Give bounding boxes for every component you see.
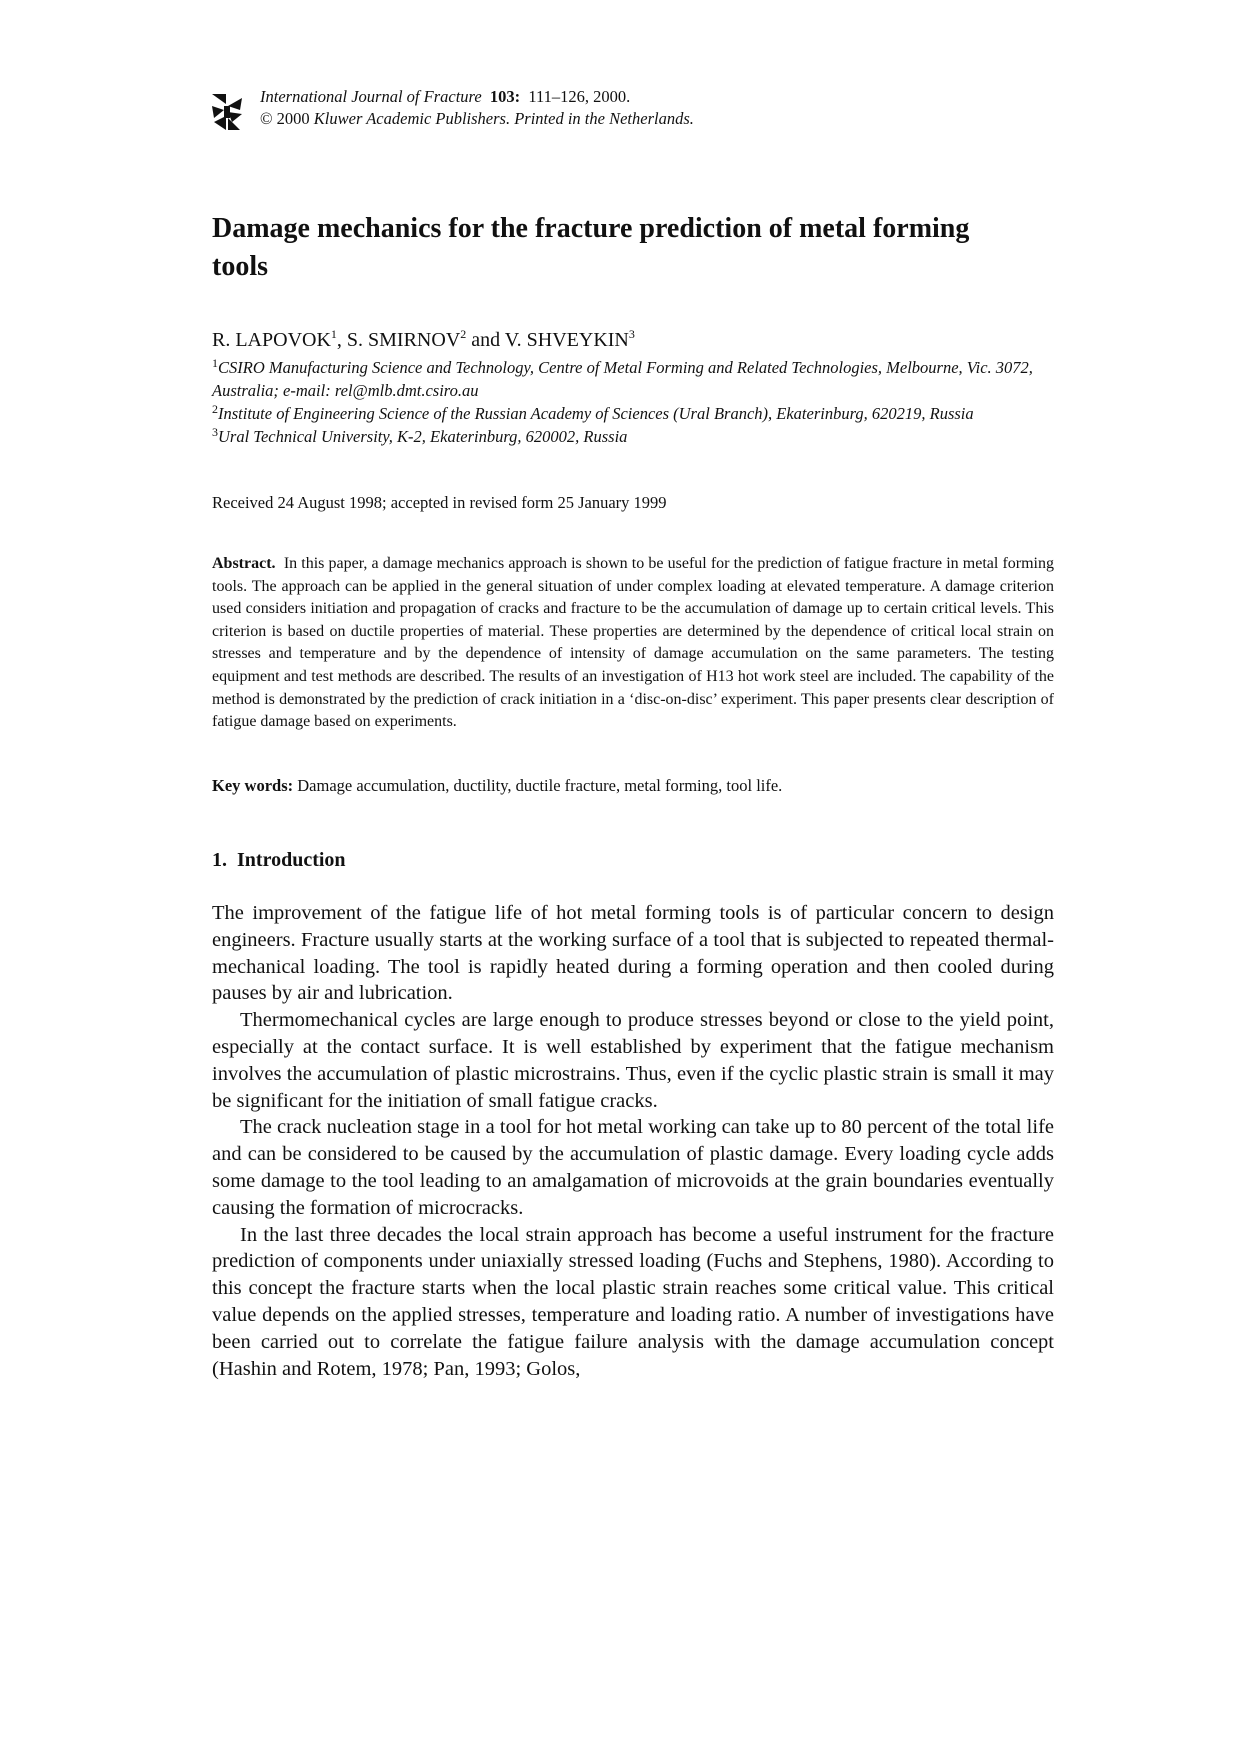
paragraph: Thermomechanical cycles are large enough to produce stresses beyond or close to the yield point, especially at the contact surface. It is well established by experiment that the fatigue mechanism involves the accumulation of plastic microstrains. Thus, even if the cyclic plastic strain is small it may be significant for the initiation of small fatigue cracks. <box>212 1009 1054 1112</box>
keywords <box>212 775 1054 797</box>
journal-pages-year: 111–126, 2000. <box>528 87 631 106</box>
author-name: V. SHVEYKIN <box>504 329 629 351</box>
author-list <box>212 328 635 352</box>
author-name: S. SMIRNOV <box>346 329 461 351</box>
affiliation-mark: 1 <box>212 356 218 370</box>
publisher-name: Kluwer Academic Publishers. Printed in the Netherlands. <box>313 109 694 128</box>
affiliation-text: Ural Technical University, K-2, Ekaterinburg, 620002, Russia <box>218 427 628 446</box>
affiliation-list <box>212 356 1062 448</box>
publisher-logo-icon <box>210 92 244 132</box>
journal-line-1 <box>260 86 694 108</box>
author-separator: and <box>466 329 505 351</box>
section-title: Introduction <box>237 849 346 871</box>
section-number: 1. <box>212 849 227 871</box>
copyright-prefix: © 2000 <box>260 109 314 128</box>
paragraph: The crack nucleation stage in a tool for hot metal working can take up to 80 percent of the total life and can be considered to be caused by the accumulation of plastic damage. Every loading cycle adds some damage to the tool leading to an amalgamation of microvoids at the grain boundaries eventually causing the formation of microcracks. <box>212 1116 1054 1219</box>
paper-title: Damage mechanics for the fracture prediction of metal forming tools <box>212 213 970 282</box>
paragraph: The improvement of the fatigue life of hot metal forming tools is of particular concern to design engineers. Fracture usually starts at the working surface of a tool that is subjected to repeated thermal-mechanical loading. The tool is rapidly heated during a forming operation and then cooled during pauses by air and lubrication. <box>212 902 1054 1005</box>
keywords-text: Damage accumulation, ductility, ductile fracture, metal forming, tool life. <box>297 776 783 795</box>
affiliation-mark: 2 <box>212 402 218 416</box>
affiliation-mark: 3 <box>212 425 218 439</box>
abstract-text: In this paper, a damage mechanics approach is shown to be useful for the prediction of fatigue fracture in metal forming tools. The approach can be applied in the general situation of under complex loading at elevated temperature. A damage criterion used considers initiation and propagation of cracks and fracture to be the accumulation of damage up to certain critical levels. This criterion is based on ductile properties of material. These properties are determined by the dependence of critical local strain on stresses and temperature and by the dependence of intensity of damage accumulation on the same parameters. The testing equipment and test methods are described. The results of an investigation of H13 hot work steel are included. The capability of the method is demonstrated by the prediction of crack initiation in a ‘disc-on-disc’ experiment. This paper presents clear description of fatigue damage based on experiments. <box>212 555 1054 731</box>
author-separator: , <box>336 329 347 351</box>
paragraph: In the last three decades the local strain approach has become a useful instrument for the fracture prediction of components under uniaxially stressed loading (Fuchs and Stephens, 1980). According to this concept the fracture starts when the local plastic strain reaches some critical value. This critical value depends on the applied stresses, temperature and loading ratio. A number of investigations have been carried out to correlate the fatigue failure analysis with the damage accumulation concept (Hashin and Rotem, 1978; Pan, 1993; Golos, <box>212 1223 1054 1380</box>
abstract <box>212 553 1054 734</box>
section-body <box>212 900 1054 1382</box>
author-affiliation-mark: 3 <box>628 327 635 341</box>
affiliation-item <box>212 402 1062 425</box>
author-affiliation-mark: 1 <box>330 327 337 341</box>
affiliation-text: CSIRO Manufacturing Science and Technology, Centre of Metal Forming and Related Technologies, Melbourne, Vic. 3072, Australia; e-mail: rel@mlb.dmt.csiro.au <box>212 358 1033 400</box>
section-heading <box>212 847 346 873</box>
affiliation-text: Institute of Engineering Science of the Russian Academy of Sciences (Ural Branch), Ekaterinburg, 620219, Russia <box>218 404 974 423</box>
affiliation-item <box>212 356 1062 402</box>
author-name: R. LAPOVOK <box>212 329 331 351</box>
abstract-label: Abstract. <box>212 555 276 572</box>
journal-volume: 103: <box>489 87 521 106</box>
affiliation-item <box>212 425 1062 448</box>
journal-citation <box>260 86 694 130</box>
journal-name: International Journal of Fracture <box>260 87 482 106</box>
keywords-label: Key words: <box>212 776 294 795</box>
journal-line-2 <box>260 108 694 130</box>
author-affiliation-mark: 2 <box>460 327 467 341</box>
received-dates: Received 24 August 1998; accepted in revised form 25 January 1999 <box>212 493 667 512</box>
